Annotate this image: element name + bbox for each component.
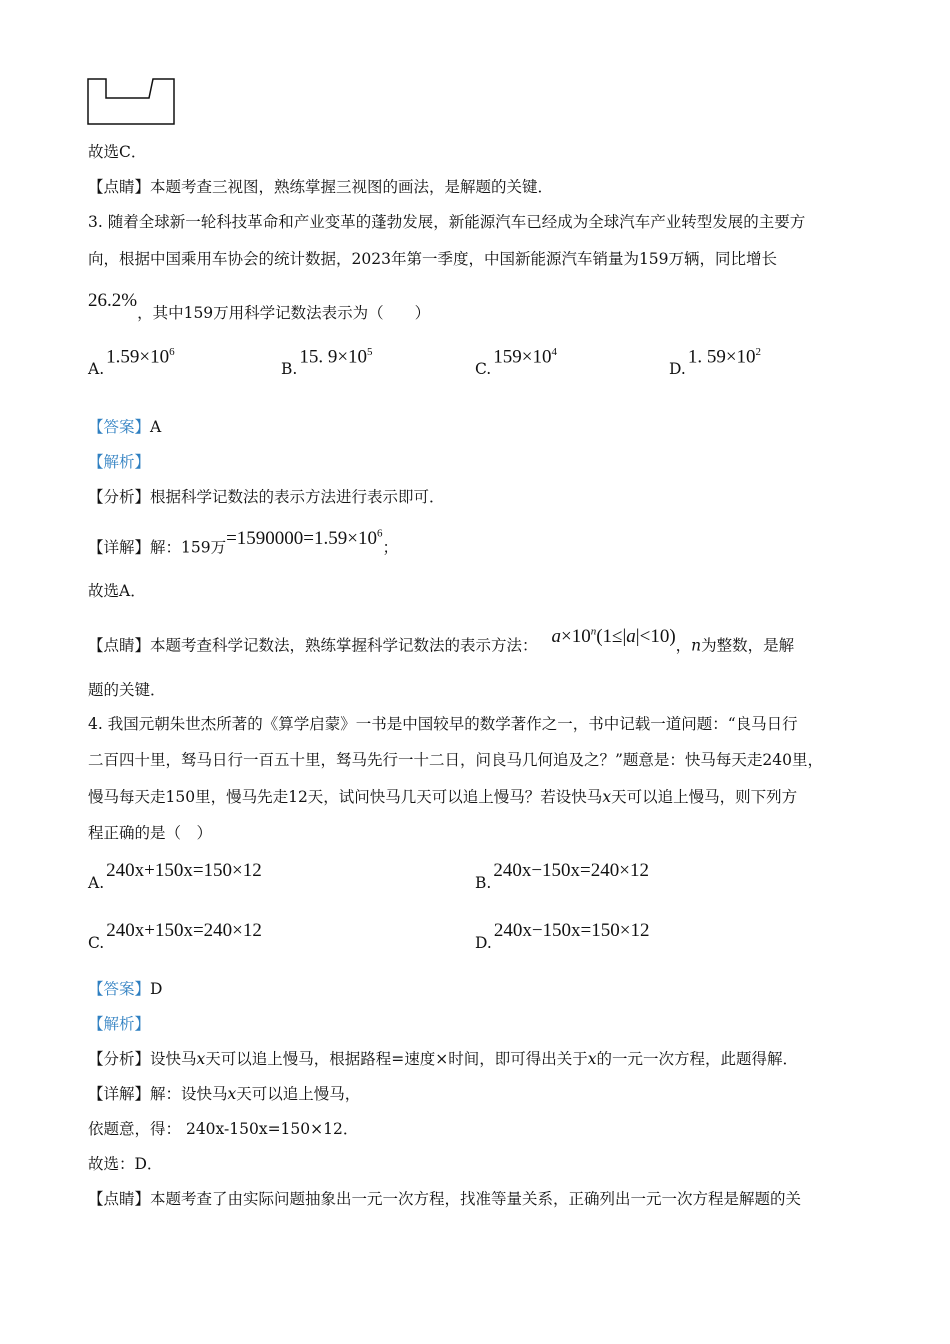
q3-dianjing: 【点睛】本题考查科学记数法，熟练掌握科学记数法的表示方法： $a\times 10^n(1\le|a|<10)$，n为整数，是解	[88, 626, 795, 655]
q4-option-b-expr: 240x−150x=240×12	[493, 860, 649, 881]
q4-answer	[88, 979, 162, 999]
q4-fenxi-a: 【分析】设快马	[88, 1050, 197, 1068]
q3-option-c-label: C.	[475, 360, 492, 379]
q3-dianjing-suffix: 为整数，是解	[701, 636, 795, 655]
q4-option-a-label: A.	[88, 874, 105, 892]
q4-xiangjie-a: 【详解】解：设快马	[88, 1085, 228, 1103]
q4-stem-line3-a: 慢马每天走150里，慢马先走12天，试问快马几天可以追上慢马？若设快马	[88, 788, 603, 806]
q3-xiangjie-suffix: ；	[382, 538, 399, 557]
q3-option-b-exp: 5	[367, 346, 373, 358]
q4-stem-line1: 4. 我国元朝朱世杰所著的《算学启蒙》一书是中国较早的数学著作之一，书中记载一道问题：“良马日行	[88, 715, 798, 733]
q3-option-d-exp: 2	[755, 346, 762, 358]
q4-option-c	[88, 920, 262, 952]
q3-stem-line3-text: ，其中159万用科学记数法表示为（ ）	[137, 304, 431, 322]
q3-option-b	[281, 346, 373, 379]
q4-option-a-expr: 240x+150x=150×12	[106, 860, 262, 881]
q4-answer-value: D	[150, 980, 163, 998]
q4-option-d-expr: 240x−150x=150×12	[493, 920, 650, 941]
q4-stem-line3	[88, 787, 797, 807]
q3-jiexi-tag: 【解析】	[88, 453, 151, 471]
q3-option-b-label: B.	[281, 360, 298, 379]
q4-xiangjie	[88, 1084, 360, 1104]
q4-option-c-expr: 240x+150x=240×12	[106, 920, 262, 941]
q3-option-b-value: 15. 9×10	[299, 346, 368, 368]
q4-option-c-label: C.	[88, 934, 105, 952]
q4-answer-tag: 【答案】	[88, 980, 151, 998]
q4-yiti-eq: 240x-150x=150×12．	[185, 1120, 359, 1138]
q3-xiangjie-prefix: 【详解】解：159万	[88, 538, 227, 557]
q4-option-b-label: B.	[475, 874, 492, 892]
q4-xiangjie-b: 天可以追上慢马，	[236, 1085, 361, 1103]
q4-jiexi-tag: 【解析】	[88, 1015, 151, 1033]
q3-option-a-exp: 6	[169, 346, 175, 358]
q4-xiangjie-x: x	[227, 1085, 237, 1103]
q4-stem-line3-b: 天可以追上慢马，则下列方	[611, 788, 798, 806]
q3-option-a-value: 1.59×10	[106, 346, 170, 368]
q4-option-a	[88, 860, 262, 892]
q4-fenxi	[88, 1049, 798, 1069]
q3-option-d-label: D.	[669, 360, 686, 379]
three-view-figure	[86, 76, 178, 126]
q4-yiti-prefix: 依题意，得：	[88, 1120, 182, 1138]
q4-yiti	[88, 1119, 358, 1139]
q4-stem-x: x	[602, 788, 612, 806]
q4-option-d	[475, 920, 650, 952]
q3-xiangjie-exp: 6	[377, 528, 383, 540]
q3-fenxi: 【分析】根据科学记数法的表示方法进行表示即可．	[88, 488, 445, 506]
q3-xiangjie-math: =1590000=1.59×10	[226, 528, 377, 550]
q3-option-a	[88, 346, 175, 379]
q3-stem-line2: 向，根据中国乘用车协会的统计数据，2023年第一季度，中国新能源汽车销量为159万辆，同比增长	[88, 250, 778, 268]
q3-dianjing-n-var: n	[691, 636, 702, 655]
q3-answer-tag: 【答案】	[88, 418, 151, 436]
q4-option-b	[475, 860, 649, 892]
q3-xiangjie	[88, 522, 398, 567]
q3-dianjing-line2: 题的关键．	[88, 681, 166, 699]
q4-fenxi-x1: x	[196, 1050, 206, 1068]
q3-answer-value: A	[150, 418, 162, 436]
q4-dianjing: 【点睛】本题考查了由实际问题抽象出一元一次方程，找准等量关系，正确列出一元一次方程是解题的关	[88, 1190, 802, 1208]
q4-option-d-label: D.	[475, 934, 492, 952]
q4-fenxi-b: 天可以追上慢马，根据路程=速度×时间，即可得出关于	[205, 1050, 588, 1068]
q4-choice: 故选：D．	[88, 1155, 163, 1173]
q3-option-c-exp: 4	[551, 346, 557, 358]
q3-choice: 故选A．	[88, 582, 146, 600]
q3-dianjing-range-a: a	[626, 626, 636, 648]
q3-dianjing-range1: (1≤|	[596, 626, 627, 648]
q4-fenxi-c: 的一元一次方程，此题得解．	[596, 1050, 799, 1068]
q3-dianjing-range2: |<10)	[635, 626, 676, 648]
q3-answer	[88, 417, 161, 437]
q4-fenxi-x2: x	[587, 1050, 597, 1068]
q4-stem-line4: 程正确的是（ ）	[88, 824, 213, 842]
q3-dianjing-mid: ×10	[561, 626, 591, 648]
q4-stem-line2: 二百四十里，驽马日行一百五十里，驽马先行一十二日，问良马几何追及之？”题意是：快马每天走240里，	[88, 751, 824, 769]
q3-option-a-label: A.	[88, 360, 105, 379]
q3-option-c-value: 159×10	[493, 346, 552, 368]
q3-dianjing-n: n	[590, 626, 597, 638]
q3-option-d	[669, 346, 762, 379]
q3-stem-line3	[88, 290, 431, 330]
q3-dianjing-a: a	[551, 626, 562, 648]
q3-stem-line1: 3. 随着全球新一轮科技革命和产业变革的蓬勃发展，新能源汽车已经成为全球汽车产业转型发展的主要方	[88, 213, 806, 231]
q2-choice: 故选C．	[88, 143, 147, 161]
q3-option-c	[475, 346, 557, 379]
q3-option-d-value: 1. 59×10	[687, 346, 756, 368]
q2-dianjing: 【点睛】本题考查三视图，熟练掌握三视图的画法，是解题的关键．	[88, 178, 554, 196]
q3-percent: 26.2%	[88, 290, 138, 311]
q3-dianjing-prefix: 【点睛】本题考查科学记数法，熟练掌握科学记数法的表示方法：	[88, 636, 538, 655]
